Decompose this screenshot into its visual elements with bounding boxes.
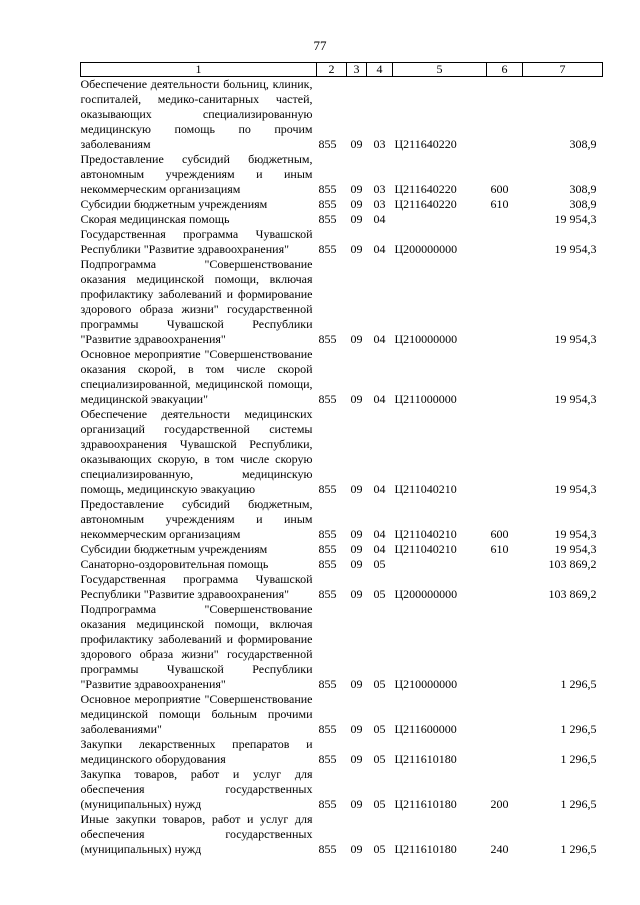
cell-sum: 19 954,3 <box>554 482 597 496</box>
cell-rz: 09 <box>350 797 363 811</box>
cell-sum: 1 296,5 <box>560 722 597 736</box>
header-row <box>81 63 603 77</box>
cell-csr: Ц211610180 <box>394 797 457 811</box>
cell-pr: 05 <box>373 677 386 691</box>
cell-grbs: 855 <box>318 182 337 196</box>
table-row <box>81 77 603 153</box>
cell-name: Подпрограмма "Совершенствование оказания медицинской помощи, включая профилактику заболеваний и формирование здорового образа жизни" государственной программы Чувашской Республики "Развитие здравоохранения" <box>80 602 313 691</box>
table-row <box>81 542 603 557</box>
cell-csr: Ц211640220 <box>394 182 457 196</box>
cell-pr: 03 <box>373 137 386 151</box>
cell-sum: 19 954,3 <box>554 542 597 556</box>
cell-pr: 05 <box>373 557 386 571</box>
cell-csr: Ц211640220 <box>394 197 457 211</box>
cell-pr: 05 <box>373 842 386 856</box>
cell-pr: 04 <box>373 212 386 226</box>
cell-grbs: 855 <box>318 392 337 406</box>
cell-grbs: 855 <box>318 527 337 541</box>
header-col-4: 4 <box>367 63 393 77</box>
budget-table <box>80 62 603 857</box>
cell-csr: Ц211640220 <box>394 137 457 151</box>
cell-csr: Ц210000000 <box>394 677 458 691</box>
cell-grbs: 855 <box>318 587 337 601</box>
cell-rz: 09 <box>350 482 363 496</box>
cell-vr <box>487 257 523 347</box>
table-row <box>81 497 603 542</box>
cell-pr: 04 <box>373 482 386 496</box>
cell-pr: 05 <box>373 797 386 811</box>
header-col-3: 3 <box>347 63 367 77</box>
header-col-5: 5 <box>393 63 487 77</box>
cell-rz: 09 <box>350 842 363 856</box>
cell-pr: 03 <box>373 182 386 196</box>
cell-sum: 1 296,5 <box>560 752 597 766</box>
table-row <box>81 692 603 737</box>
cell-vr: 610 <box>490 542 509 556</box>
cell-csr: Ц211040210 <box>394 527 457 541</box>
cell-grbs: 855 <box>318 557 337 571</box>
cell-csr: Ц211040210 <box>394 482 457 496</box>
cell-vr: 600 <box>490 182 509 196</box>
cell-sum: 19 954,3 <box>554 242 597 256</box>
cell-csr: Ц211610180 <box>394 842 457 856</box>
cell-sum: 19 954,3 <box>554 392 597 406</box>
cell-name: Закупка товаров, работ и услуг для обеспечения государственных (муниципальных) нужд <box>80 767 313 811</box>
cell-grbs: 855 <box>318 197 337 211</box>
cell-grbs: 855 <box>318 482 337 496</box>
cell-vr <box>487 227 523 257</box>
cell-name: Закупки лекарственных препаратов и медицинского оборудования <box>80 737 313 766</box>
cell-grbs: 855 <box>318 242 337 256</box>
cell-name: Предоставление субсидий бюджетным, автономным учреждениям и иным некоммерческим организациям <box>80 497 313 541</box>
table-row <box>81 212 603 227</box>
table-row <box>81 812 603 857</box>
table-row <box>81 602 603 692</box>
cell-csr: Ц211040210 <box>394 542 457 556</box>
cell-name: Обеспечение деятельности больниц, клиник, госпиталей, медико-санитарных частей, оказывающих специализированную медицинскую помощь по прочим заболеваниям <box>80 77 313 151</box>
cell-pr: 04 <box>373 542 386 556</box>
cell-grbs: 855 <box>318 797 337 811</box>
header-col-6: 6 <box>487 63 523 77</box>
table-body <box>81 77 603 858</box>
cell-vr <box>487 692 523 737</box>
cell-rz: 09 <box>350 212 363 226</box>
header-col-7: 7 <box>523 63 603 77</box>
cell-name: Субсидии бюджетным учреждениям <box>80 542 268 556</box>
cell-csr <box>393 557 487 572</box>
cell-csr: Ц200000000 <box>394 587 458 601</box>
cell-vr: 240 <box>490 842 509 856</box>
cell-rz: 09 <box>350 722 363 736</box>
cell-sum: 1 296,5 <box>560 842 597 856</box>
cell-name: Иные закупки товаров, работ и услуг для обеспечения государственных (муниципальных) нужд <box>80 812 313 856</box>
cell-name: Предоставление субсидий бюджетным, автономным учреждениям и иным некоммерческим организациям <box>80 152 313 196</box>
cell-vr: 610 <box>490 197 509 211</box>
cell-sum: 19 954,3 <box>554 212 597 226</box>
cell-pr: 03 <box>373 197 386 211</box>
cell-sum: 308,9 <box>569 137 597 151</box>
table-row <box>81 407 603 497</box>
cell-vr <box>487 407 523 497</box>
cell-csr: Ц210000000 <box>394 332 458 346</box>
cell-pr: 05 <box>373 722 386 736</box>
header-col-2: 2 <box>317 63 347 77</box>
cell-rz: 09 <box>350 332 363 346</box>
cell-sum: 19 954,3 <box>554 332 597 346</box>
cell-rz: 09 <box>350 182 363 196</box>
cell-vr <box>487 572 523 602</box>
cell-rz: 09 <box>350 137 363 151</box>
cell-rz: 09 <box>350 242 363 256</box>
table-row <box>81 557 603 572</box>
cell-sum: 308,9 <box>569 182 597 196</box>
table-row <box>81 767 603 812</box>
cell-grbs: 855 <box>318 137 337 151</box>
cell-pr: 05 <box>373 587 386 601</box>
cell-rz: 09 <box>350 197 363 211</box>
table-row <box>81 572 603 602</box>
cell-vr <box>487 737 523 767</box>
cell-rz: 09 <box>350 677 363 691</box>
cell-csr: Ц211610180 <box>394 752 457 766</box>
cell-name: Государственная программа Чувашской Республики "Развитие здравоохранения" <box>80 572 313 601</box>
cell-grbs: 855 <box>318 677 337 691</box>
table-row <box>81 347 603 407</box>
table-row <box>81 737 603 767</box>
cell-pr: 05 <box>373 752 386 766</box>
cell-sum: 103 869,2 <box>548 557 597 571</box>
cell-sum: 103 869,2 <box>548 587 597 601</box>
cell-name: Государственная программа Чувашской Республики "Развитие здравоохранения" <box>80 227 313 256</box>
cell-pr: 04 <box>373 392 386 406</box>
cell-vr: 600 <box>490 527 509 541</box>
cell-pr: 04 <box>373 332 386 346</box>
cell-csr: Ц211000000 <box>394 392 457 406</box>
cell-grbs: 855 <box>318 722 337 736</box>
cell-grbs: 855 <box>318 212 337 226</box>
cell-grbs: 855 <box>318 332 337 346</box>
cell-vr: 200 <box>490 797 509 811</box>
cell-grbs: 855 <box>318 752 337 766</box>
table-row <box>81 257 603 347</box>
cell-pr: 04 <box>373 527 386 541</box>
cell-name: Основное мероприятие "Совершенствование оказания скорой, в том числе скорой специализированной, медицинской помощи, медицинской эвакуации" <box>80 347 313 406</box>
cell-name: Основное мероприятие "Совершенствование медицинской помощи больным прочими заболеваниями" <box>80 692 313 736</box>
cell-pr: 04 <box>373 242 386 256</box>
cell-sum: 1 296,5 <box>560 797 597 811</box>
cell-name: Субсидии бюджетным учреждениям <box>80 197 268 211</box>
cell-vr <box>487 602 523 692</box>
cell-csr: Ц200000000 <box>394 242 458 256</box>
cell-sum: 1 296,5 <box>560 677 597 691</box>
cell-rz: 09 <box>350 587 363 601</box>
table-row <box>81 197 603 212</box>
cell-name: Подпрограмма "Совершенствование оказания медицинской помощи, включая профилактику заболеваний и формирование здорового образа жизни" государственной программы Чувашской Республики "Развитие здравоохранения" <box>80 257 313 346</box>
page-number: 77 <box>313 38 327 53</box>
cell-vr <box>487 77 523 153</box>
cell-grbs: 855 <box>318 542 337 556</box>
cell-sum: 19 954,3 <box>554 527 597 541</box>
cell-rz: 09 <box>350 392 363 406</box>
cell-rz: 09 <box>350 557 363 571</box>
header-col-1: 1 <box>81 63 317 77</box>
cell-grbs: 855 <box>318 842 337 856</box>
cell-name: Санаторно-оздоровительная помощь <box>80 557 269 571</box>
cell-vr <box>487 212 523 227</box>
cell-rz: 09 <box>350 527 363 541</box>
cell-vr <box>487 347 523 407</box>
cell-vr <box>487 557 523 572</box>
cell-name: Обеспечение деятельности медицинских организаций государственной системы здравоохранения Чувашской Республики, оказывающих скорую, в том числе скорую специализированную, медицинскую помощь, медицинскую эвакуацию <box>80 407 313 496</box>
cell-sum: 308,9 <box>569 197 597 211</box>
table-row <box>81 227 603 257</box>
cell-rz: 09 <box>350 752 363 766</box>
cell-rz: 09 <box>350 542 363 556</box>
table-row <box>81 152 603 197</box>
cell-name: Скорая медицинская помощь <box>80 212 230 226</box>
cell-csr: Ц211600000 <box>394 722 457 736</box>
cell-csr <box>393 212 487 227</box>
